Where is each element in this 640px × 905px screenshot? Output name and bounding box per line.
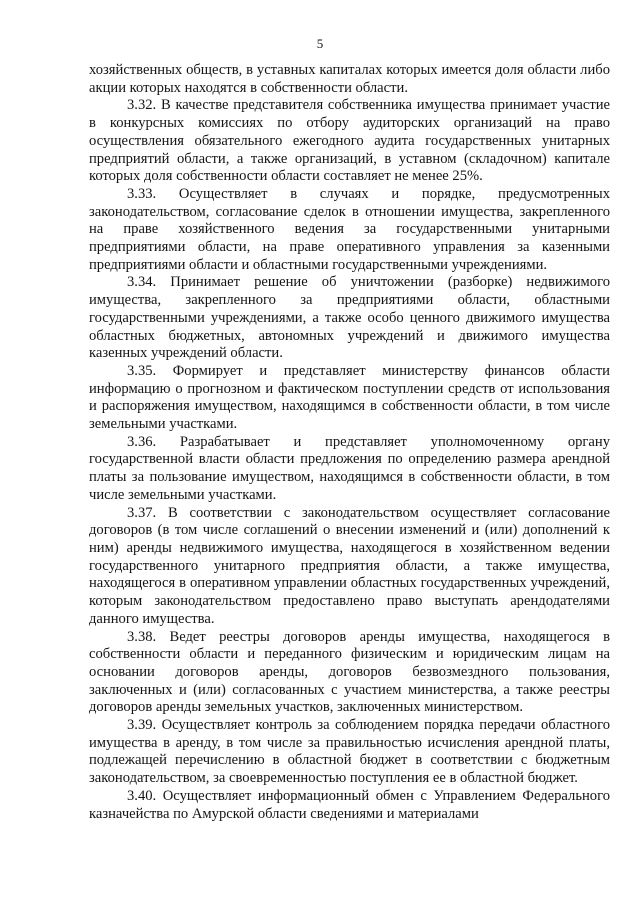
document-body — [89, 62, 610, 823]
paragraph-3-37 — [89, 505, 610, 629]
clause-number: 3.37. — [127, 504, 157, 521]
clause-number: 3.34. — [127, 274, 157, 291]
paragraph-3-32 — [89, 97, 610, 186]
paragraph-text: Формирует и представляет министерству финансов области информацию о прогнозном и фактическом поступлении средств от использования и распоряжения имуществом, находящимся в собственности области, в том числе земельными участками. — [89, 362, 610, 433]
clause-number: 3.33. — [127, 185, 157, 202]
paragraph-text: Ведет реестры договоров аренды имущества, находящегося в собственности области и переданного физическим и юридическим лицам на основании договоров аренды, договоров безвозмездного пользования, заключенных и (или) согласованных с участием министерства, а также реестры договоров аренды земельных участков, заключенных министерством. — [89, 628, 610, 716]
clause-number: 3.38. — [127, 628, 157, 645]
paragraph-text: Принимает решение об уничтожении (разборке) недвижимого имущества, закрепленного за предприятиями области, областными государственными учреждениями, а также особо ценного движимого имущества областных бюджетных, автономных учреждений и движимого имущества казенных учреждений области. — [89, 274, 610, 362]
page-number: 5 — [316, 36, 324, 51]
clause-number: 3.32. — [127, 97, 157, 114]
paragraph-text: Осуществляет информационный обмен с Управлением Федерального казначейства по Амурской области сведениями и материалами — [89, 787, 610, 822]
paragraph-3-40 — [89, 788, 610, 823]
clause-number: 3.35. — [127, 362, 157, 379]
paragraph-text: хозяйственных обществ, в уставных капиталах которых имеется доля области либо акции которых находятся в собственности области. — [89, 62, 610, 96]
paragraph-text: Осуществляет контроль за соблюдением порядка передачи областного имущества в аренду, в том числе за правильностью исчисления арендной платы, подлежащей перечислению в областной бюджет в соответствии с бюджетным законодательством, за своевременностью поступления ее в областной бюджет. — [89, 717, 611, 787]
paragraph-3-35 — [89, 363, 610, 434]
paragraph-text: В соответствии с законодательством осуществляет согласование договоров (в том числе соглашений о внесении изменений и (или) дополнений к ним) аренды недвижимого имущества, находящегося в хозяйственном ведении государственного унитарного предприятия области, а также имущества, находящегося в оперативном управлении областных государственных учреждений, которым законодательством предоставлено право выступать арендодателями данного имущества. — [89, 504, 610, 627]
paragraph-text: Осуществляет в случаях и порядке, предусмотренных законодательством, согласование сделок в отношении имущества, закрепленного на праве хозяйственного ведения за государственными унитарными предприятиями области, на праве оперативного управления за казенными предприятиями области и областными государственными учреждениями. — [89, 185, 610, 273]
paragraph-text: Разрабатывает и представляет уполномоченному органу государственной власти области предложения по определению размера арендной платы за пользование имуществом, находящимся в собственности области, в том числе земельными участками. — [89, 433, 611, 503]
clause-number: 3.36. — [127, 433, 157, 450]
paragraph-3-38 — [89, 629, 610, 718]
paragraph-3-33 — [89, 186, 610, 275]
paragraph-3-34 — [89, 274, 610, 363]
paragraph-text: В качестве представителя собственника имущества принимает участие в конкурсных комиссиях по отбору аудиторских организаций на право осуществления обязательного ежегодного аудита государственных унитарных предприятий области, а также организаций, в уставном (складочном) капитале которых доля собственности области составляет не менее 25%. — [89, 97, 610, 185]
paragraph-3-39 — [89, 717, 610, 788]
clause-number: 3.40. — [127, 787, 157, 804]
paragraph-3-36 — [89, 434, 610, 505]
clause-number: 3.39. — [127, 717, 157, 734]
paragraph-continuation — [89, 62, 610, 97]
